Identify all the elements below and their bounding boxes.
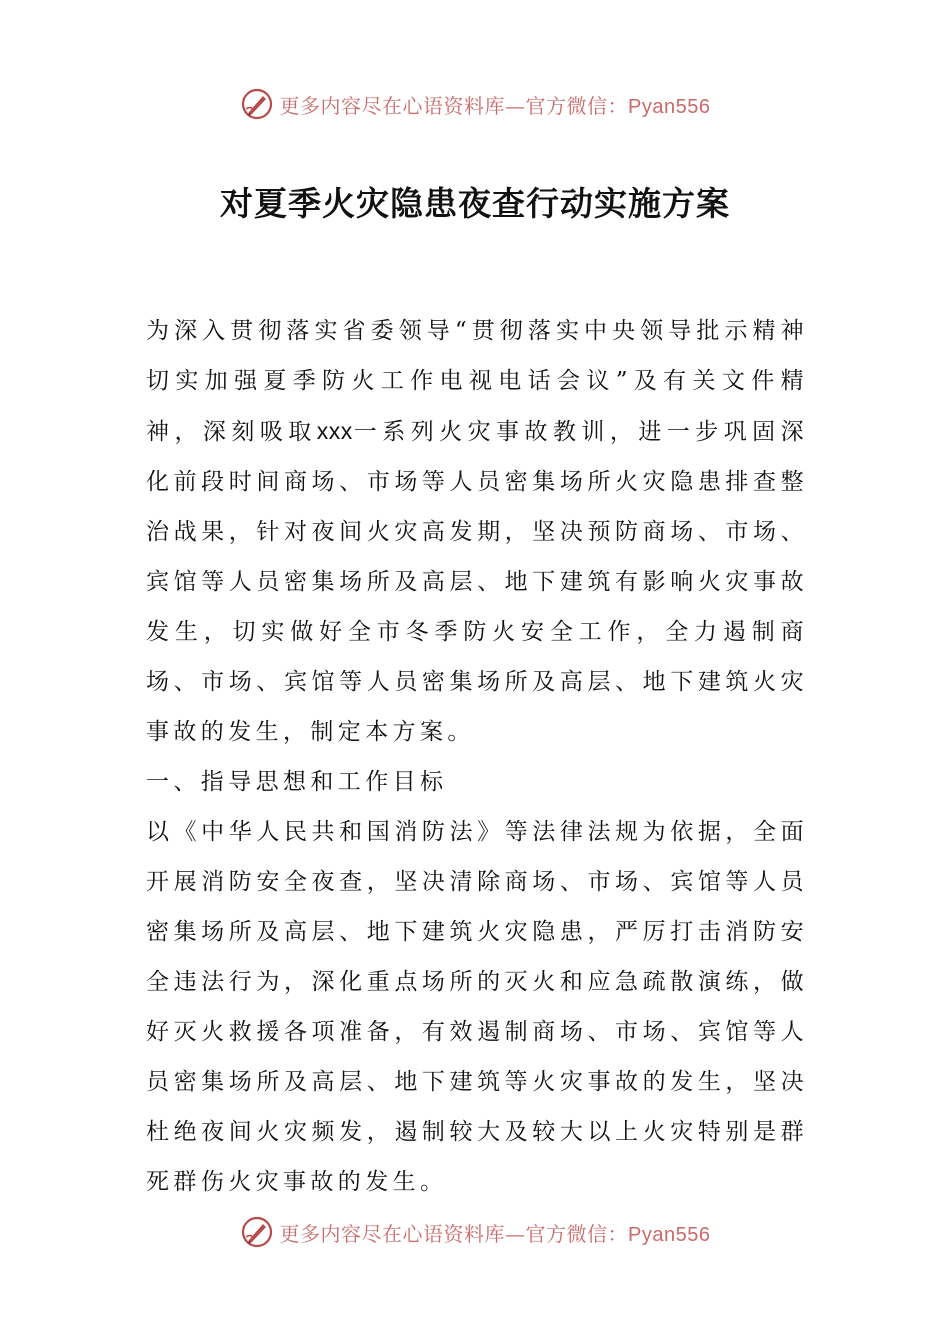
intro-text-part1: 为深入贯彻落实省委领导“贯彻落实中央领导批示精神切实加强夏季防火工作电视电话会议”及有关文件精神，深刻吸取 [146,318,808,445]
watermark-dash: — [505,1221,526,1246]
watermark-wechat-label: 官方微信： [525,1221,629,1246]
document-body [146,306,808,1207]
intro-paragraph [146,306,808,757]
watermark-wechat-label: 官方微信： [525,93,629,118]
watermark-main-text: 更多内容尽在心语资料库 [279,1221,506,1246]
header-watermark-text [280,90,711,119]
section-paragraph: 以《中华人民共和国消防法》等法律法规为依据，全面开展消防安全夜查，坚决清除商场、市场、宾馆等人员密集场所及高层、地下建筑火灾隐患，严厉打击消防安全违法行为，深化重点场所的灭火和应急疏散演练，做好灭火救援各项准备，有效遏制商场、市场、宾馆等人员密集场所及高层、地下建筑等火灾事故的发生，坚决杜绝夜间火灾频发，遏制较大及较大以上火灾特别是群死群伤火灾事故的发生。 [146,819,808,1195]
watermark-main-text: 更多内容尽在心语资料库 [279,93,506,118]
watermark-dash: — [505,93,526,118]
watermark-wechat-id: Pyan556 [628,1223,711,1246]
intro-text-part2: 一系列火灾事故教训，进一步巩固深化前段时间商场、市场等人员密集场所火灾隐患排查整治战果，针对夜间火灾高发期，坚决预防商场、市场、宾馆等人员密集场所及高层、地下建筑有影响火灾事故发生，切实做好全市冬季防火安全工作，全力遏制商场、市场、宾馆等人员密集场所及高层、地下建筑火灾事故的发生，制定本方案。 [146,419,808,745]
watermark-wechat-id: Pyan556 [628,95,711,118]
pen-circle-icon [240,87,274,121]
footer-watermark-banner [0,1212,950,1252]
footer-watermark-text [280,1218,711,1247]
document-title: 对夏季火灾隐患夜查行动实施方案 [220,184,730,223]
header-watermark-banner [0,84,950,124]
pen-circle-icon [240,1215,274,1249]
section-heading: 一、指导思想和工作目标 [146,769,448,795]
intro-placeholder-name: xxx [316,418,353,444]
